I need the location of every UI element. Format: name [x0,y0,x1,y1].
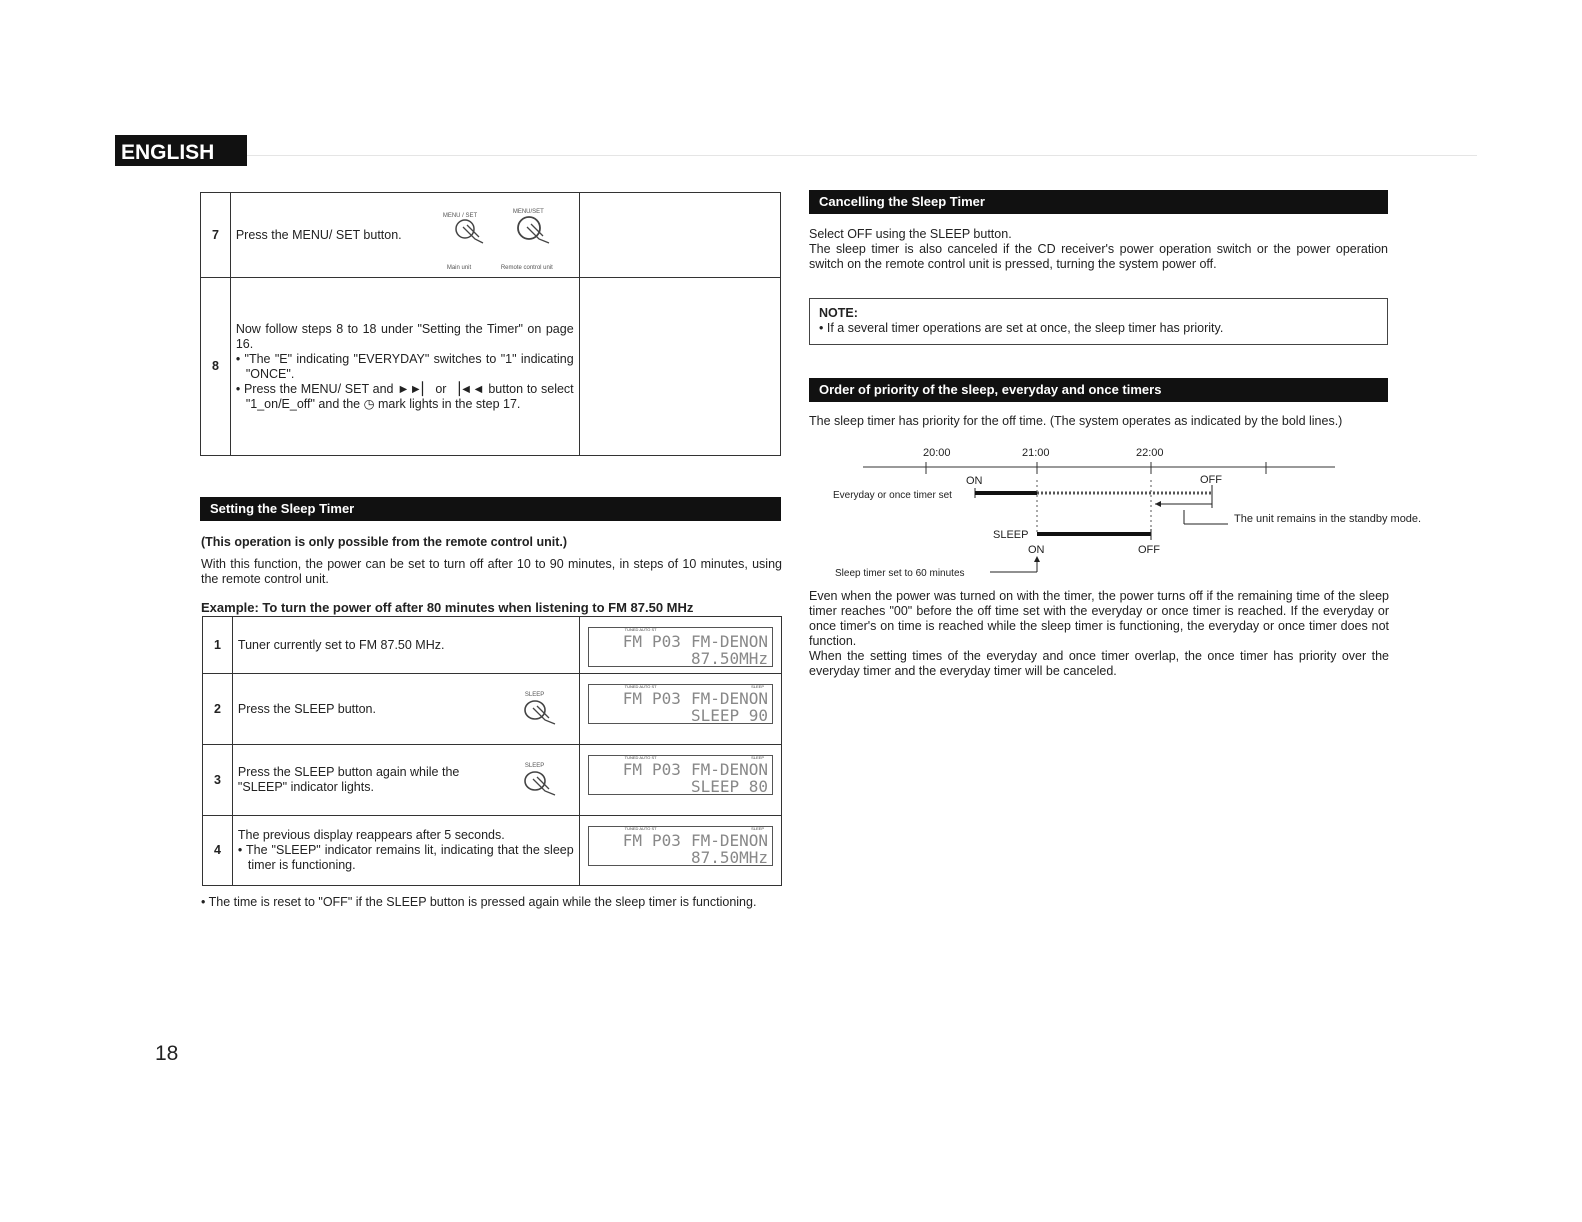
lcd-display [588,627,773,667]
table-row [201,193,781,278]
display-cell [579,674,781,745]
step-number: 4 [203,816,233,886]
lcd-indicator: TUNED AUTO ST [624,826,657,831]
arrow-head [1034,556,1040,562]
main-unit-caption: Main unit [446,265,472,271]
sleep-intro: With this function, the power can be set to turn off after 10 to 90 minutes, in steps of 10 minutes, using the remote control unit. [201,557,782,586]
lcd-indicator: TUNED AUTO ST [624,627,657,632]
display-cell [579,816,781,886]
step-text-cell [230,278,579,456]
empty-cell [579,278,780,456]
step-text-cell [232,674,579,745]
section-title-sleep: Setting the Sleep Timer [200,497,781,521]
table-row [203,745,782,816]
step-text: Press the SLEEP button. [237,701,376,716]
lcd-indicator: TUNED AUTO ST [624,684,657,689]
step-text-cell [232,816,579,886]
lcd-indicator: TUNED AUTO ST [624,755,657,760]
step-text: The previous display reappears after 5 seconds. [237,828,505,842]
step-number: 7 [201,193,231,278]
off-label: OFF [1200,474,1222,486]
standby-note: The unit remains in the standby mode. [1234,513,1422,525]
step-bullet: • The "SLEEP" indicator remains lit, indicating that the sleep timer is functioning. [237,843,574,872]
sleep-footnote: • The time is reset to "OFF" if the SLEEP button is pressed again while the sleep timer is functioning. [201,895,757,909]
table-row [203,816,782,886]
step-text-cell [230,193,579,278]
step-number: 3 [203,745,233,816]
remote-unit-caption: Remote control unit [500,265,553,271]
off-label: OFF [1138,544,1160,556]
main-unit-label: MENU / SET [442,213,478,219]
press-hand-icon [523,769,559,799]
step-number: 1 [203,617,233,674]
note-title: NOTE: [819,306,858,320]
step-text: Now follow steps 8 to 18 under "Setting the Timer" on page 16. [235,321,574,351]
step-text: Press the MENU/ SET button. [235,227,402,242]
lcd-display [588,755,773,795]
table-row [201,278,781,456]
lcd-indicator-sleep: SLEEP [751,684,764,689]
top-steps-table [200,192,781,456]
press-hand-icon [453,217,487,247]
priority-timeline-diagram [820,440,1422,585]
everyday-timer-label: Everyday or once timer set [833,490,952,501]
lcd-line-2: 87.50MHz [690,848,768,867]
sleep-label: SLEEP [993,529,1029,541]
time-label: 20:00 [923,447,951,459]
display-cell [579,745,781,816]
remote-hand-icon [515,215,553,247]
priority-intro: The sleep timer has priority for the off time. (The system operates as indicated by the bold lines.) [809,414,1343,428]
empty-cell [579,193,780,278]
step-number: 2 [203,674,233,745]
lcd-line-1: FM P03 FM-DENON [622,689,768,708]
step-bullet: • Press the MENU/ SET and ►►▏ or ▕◄◄ button to select "1_on/E_off" and the ◷ mark lights in the step 17. [235,381,574,411]
header-rule [247,155,1477,156]
display-cell [579,617,781,674]
example-heading: Example: To turn the power off after 80 minutes when listening to FM 87.50 MHz [201,600,694,615]
arrow-head [1155,501,1161,507]
lcd-line-1: FM P03 FM-DENON [622,760,768,779]
sleep-steps-table [202,616,782,886]
note-box [809,298,1388,345]
lcd-line-2: SLEEP 90 [690,706,768,725]
time-label: 21:00 [1022,447,1050,459]
table-row [203,617,782,674]
time-label: 22:00 [1136,447,1164,459]
sleep-label: SLEEP [524,692,545,698]
sleep-label: SLEEP [524,763,545,769]
priority-body: Even when the power was turned on with the timer, the power turns off if the remaining time of the sleep timer reaches "00" before the off time set with the everyday or once timer is reached. If the everyday or once timer's on time is reached while the sleep timer is functioning, the everyday or once timer does not function. When the setting times of the everyday and once timer overlap, the once timer has priority over the everyday timer and the everyday timer will be canceled. [809,589,1389,678]
step-text: Press the SLEEP button again while the "SLEEP" indicator lights. [237,765,460,794]
cancel-line-1: Select OFF using the SLEEP button. [809,227,1012,241]
lcd-line-2: SLEEP 80 [690,777,768,796]
step-number: 8 [201,278,231,456]
step-bullet: • "The "E" indicating "EVERYDAY" switches to "1" indicating "ONCE". [235,351,574,381]
remote-only-note: (This operation is only possible from the remote control unit.) [201,535,567,549]
language-tab: ENGLISH [115,135,247,166]
lcd-indicator-sleep: SLEEP [751,826,764,831]
section-title-priority: Order of priority of the sleep, everyday and once timers [809,378,1388,402]
note-text: • If a several timer operations are set at once, the sleep timer has priority. [819,321,1224,335]
step-text-cell [232,745,579,816]
on-label: ON [1028,544,1045,556]
on-label: ON [966,475,983,487]
lcd-indicator-sleep: SLEEP [751,755,764,760]
sleep-set-label: Sleep timer set to 60 minutes [835,568,965,579]
cancel-line-2: The sleep timer is also canceled if the CD receiver's power operation switch or the power operation switch on the remote control unit is pressed, turning the system power off. [809,242,1388,271]
remote-label: MENU/SET [512,209,544,215]
lcd-display [588,684,773,724]
lcd-display [588,826,773,866]
table-row [203,674,782,745]
press-hand-icon [523,698,559,728]
lcd-line-1: FM P03 FM-DENON [622,632,768,651]
step-text: Tuner currently set to FM 87.50 MHz. [232,617,579,674]
page-number: 18 [155,1042,179,1065]
lcd-line-2: 87.50MHz [690,649,768,668]
section-title-cancel: Cancelling the Sleep Timer [809,190,1388,214]
lcd-line-1: FM P03 FM-DENON [622,831,768,850]
